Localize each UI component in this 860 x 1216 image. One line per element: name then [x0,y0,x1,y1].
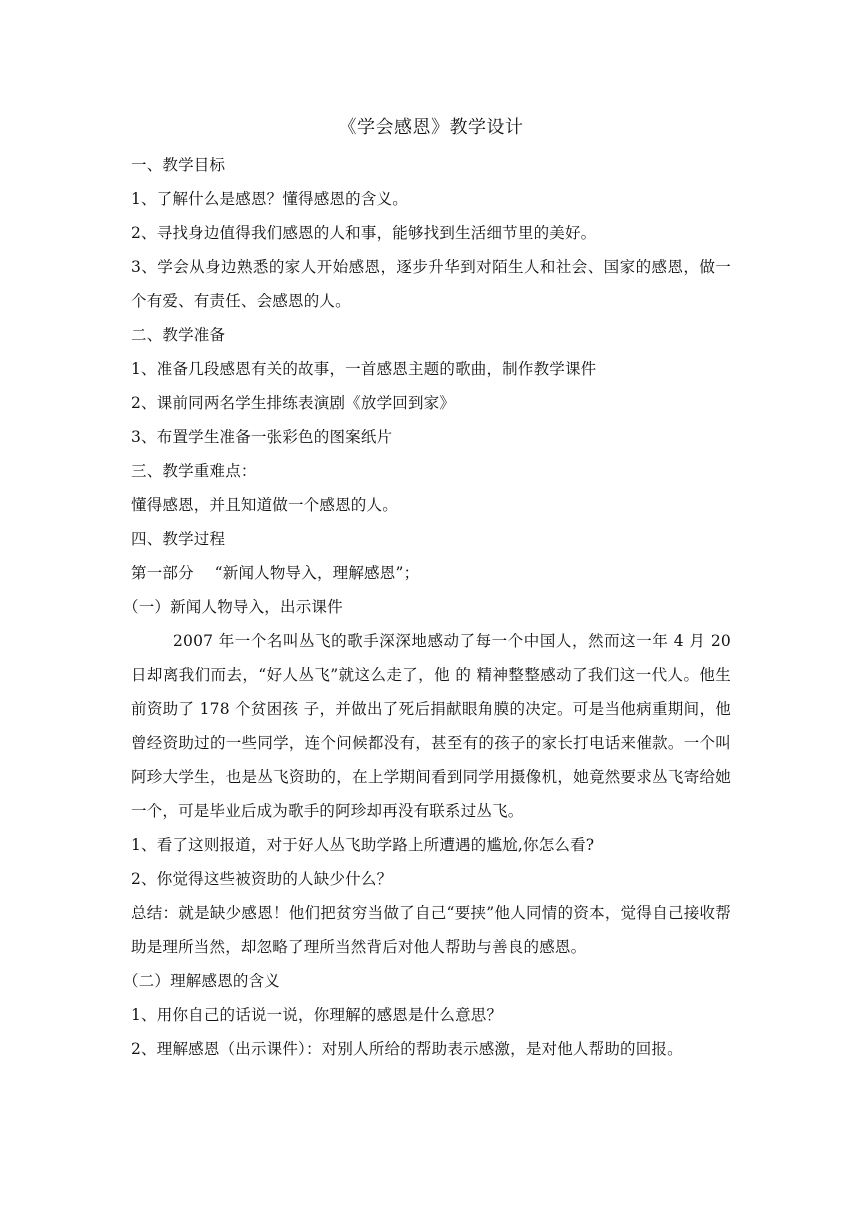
goal-item-2: 2、寻找身边值得我们感恩的人和事，能够找到生活细节里的美好。 [131,224,597,242]
section-heading-preparation: 二、教学准备 [131,326,226,344]
goal-item-1: 1、了解什么是感恩？懂得感恩的含义。 [131,190,408,208]
question-2: 2、你觉得这些被资助的人缺少什么？ [131,870,393,888]
part1-heading: 第一部分 “新闻人物导入，理解感恩”； [131,564,420,582]
section-heading-key-points: 三、教学重难点： [131,462,257,480]
document-page [123,114,731,1066]
key-points-text: 懂得感恩，并且知道做一个感恩的人。 [131,496,398,514]
prep-item-3: 3、布置学生准备一张彩色的图案纸片 [131,428,393,446]
subsection-heading-meaning: （二）理解感恩的含义 [123,972,281,990]
story-paragraph: 2007 年一个名叫丛飞的歌手深深地感动了每一个中国人，然而这一年 4 月 20 日却离我们而去，“好人丛飞”就这么走了，他 的 精神整整感动了我们这一代人。他生前资助了 178 个贫困孩 子，并做出了死后捐献眼角膜的决定。可是当他病重期间，他 曾经资助过的一些同学，连个问候都没有，甚至有的孩子的家长打电话来催款。一个叫阿珍大学生，也是丛飞资助的，在上学期间看到同学用摄像机，她竟然要求丛飞寄给她一个，可是毕业后成为歌手的阿珍却再没有联系过丛飞。 [131,632,731,820]
meaning-item-2: 2、理解感恩（出示课件）：对别人所给的帮助表示感激，是对他人帮助的回报。 [131,1040,683,1058]
section-heading-process: 四、教学过程 [131,530,226,548]
question-1: 1、看了这则报道，对于好人丛飞助学路上所遭遇的尴尬,你怎么看? [131,836,595,854]
document-title: 《学会感恩》教学设计 [338,117,524,138]
prep-item-1: 1、准备几段感恩有关的故事，一首感恩主题的歌曲，制作教学课件 [131,360,597,378]
meaning-item-1: 1、用你自己的话说一说，你理解的感恩是什么意思？ [131,1006,503,1024]
prep-item-2: 2、课前同两名学生排练表演剧《放学回到家》 [131,394,456,412]
summary-paragraph: 总结：就是缺少感恩！他们把贫穷当做了自己“要挟”他人同情的资本，觉得自己接收帮助是理所当然，却忽略了理所当然背后对他人帮助与善良的感恩。 [131,904,731,956]
subsection-heading-news: （一）新闻人物导入，出示课件 [123,598,343,616]
section-heading-goals: 一、教学目标 [131,156,226,174]
goal-item-3: 3、学会从身边熟悉的家人开始感恩，逐步升华到对陌生人和社会、国家的感恩，做一个有爱、有责任、会感恩的人。 [131,258,731,310]
